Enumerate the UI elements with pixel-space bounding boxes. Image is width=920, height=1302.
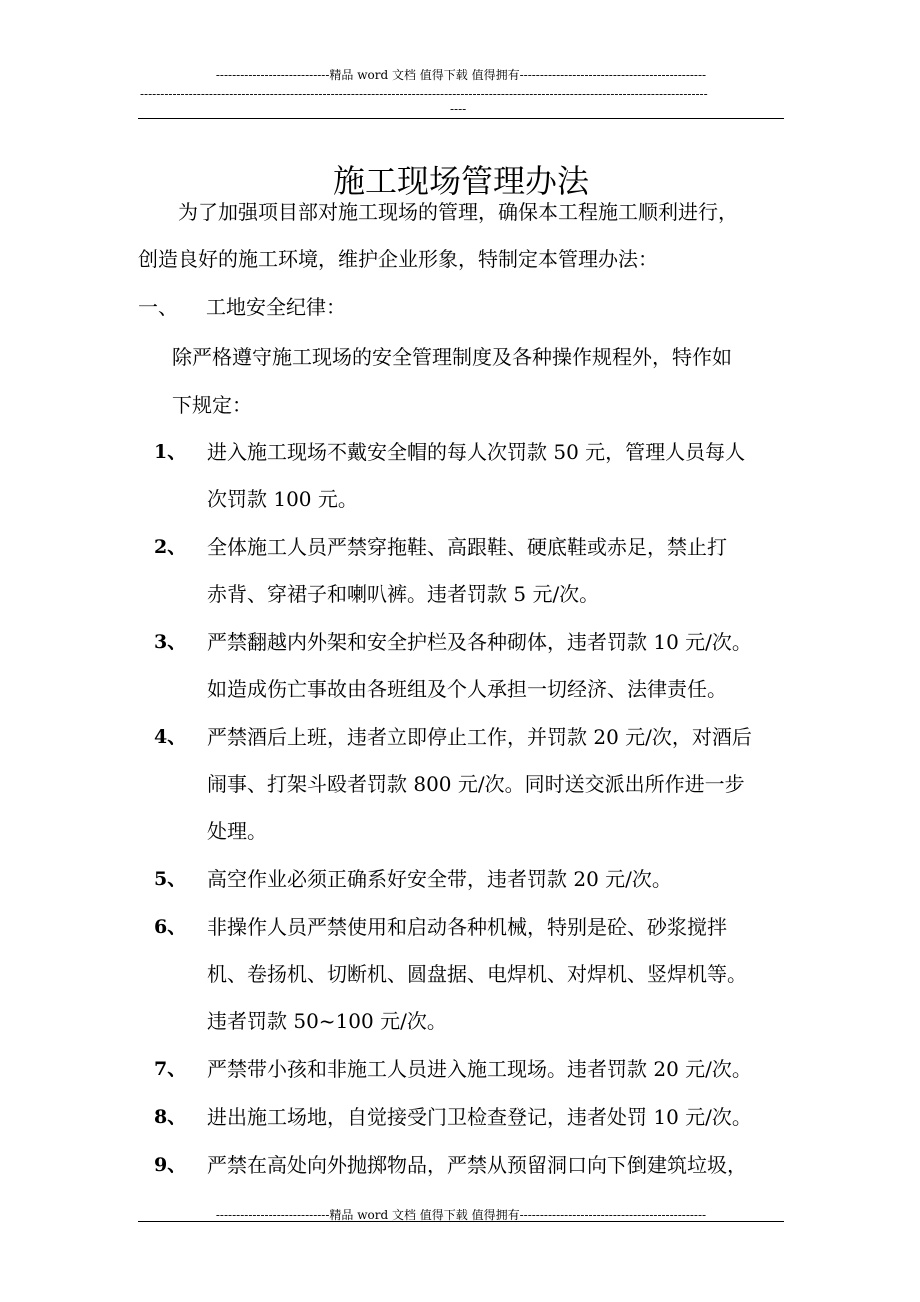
intro-line-2: 创造良好的施工环境，维护企业形象，特制定本管理办法： bbox=[138, 247, 658, 271]
rule-item-number: 3、 bbox=[154, 631, 187, 653]
rule-item-text: 高空作业必须正确系好安全带，违者罚款 20 元/次。 bbox=[207, 867, 672, 891]
footer-watermark: ----------------------------精品 word 文档 值得下载 值得拥有---------------------------------------------- bbox=[215, 1208, 707, 1222]
header-rule bbox=[138, 118, 784, 119]
rule-item-number: 5、 bbox=[154, 868, 187, 890]
rule-item-number: 7、 bbox=[154, 1058, 187, 1080]
header-dash-line: -------------------------------------------------------------------------------------------------------------------------------------------- bbox=[140, 87, 708, 101]
rule-item-text: 进出施工场地，自觉接受门卫检查登记，违者处罚 10 元/次。 bbox=[207, 1105, 752, 1129]
intro-line-1: 为了加强项目部对施工现场的管理，确保本工程施工顺利进行， bbox=[178, 200, 738, 224]
rule-item-text: 赤背、穿裙子和喇叭裤。违者罚款 5 元/次。 bbox=[207, 582, 600, 606]
section-title: 工地安全纪律： bbox=[206, 295, 346, 319]
document-title: 施工现场管理办法 bbox=[332, 162, 589, 201]
rule-item-number: 9、 bbox=[154, 1154, 187, 1176]
header-dash-tail: ---- bbox=[450, 102, 467, 116]
rule-item-text: 如造成伤亡事故由各班组及个人承担一切经济、法律责任。 bbox=[207, 677, 727, 701]
rule-item-text: 严禁酒后上班，违者立即停止工作，并罚款 20 元/次，对酒后 bbox=[207, 725, 752, 749]
rule-item-text: 严禁在高处向外抛掷物品，严禁从预留洞口向下倒建筑垃圾， bbox=[207, 1153, 747, 1177]
rule-item-text: 严禁翻越内外架和安全护栏及各种砌体，违者罚款 10 元/次。 bbox=[207, 630, 752, 654]
rule-item-number: 4、 bbox=[154, 726, 187, 748]
rule-item-number: 6、 bbox=[154, 916, 187, 938]
section-lead-line-2: 下规定： bbox=[172, 393, 252, 417]
section-number: 一、 bbox=[138, 295, 178, 319]
rule-item-number: 1、 bbox=[154, 441, 187, 463]
footer-rule bbox=[138, 1221, 784, 1222]
rule-item-text: 严禁带小孩和非施工人员进入施工现场。违者罚款 20 元/次。 bbox=[207, 1057, 752, 1081]
rule-item-text: 全体施工人员严禁穿拖鞋、高跟鞋、硬底鞋或赤足，禁止打 bbox=[207, 535, 727, 559]
rule-item-text: 机、卷扬机、切断机、圆盘据、电焊机、对焊机、竖焊机等。 bbox=[207, 962, 747, 986]
rule-item-text: 非操作人员严禁使用和启动各种机械，特别是砼、砂浆搅拌 bbox=[207, 915, 727, 939]
rule-item-number: 8、 bbox=[154, 1106, 187, 1128]
rule-item-text: 处理。 bbox=[207, 819, 267, 843]
rule-item-number: 2、 bbox=[154, 536, 187, 558]
rule-item-text: 违者罚款 50~100 元/次。 bbox=[207, 1009, 447, 1033]
section-lead-line-1: 除严格遵守施工现场的安全管理制度及各种操作规程外，特作如 bbox=[172, 345, 732, 369]
header-watermark: ----------------------------精品 word 文档 值得下载 值得拥有---------------------------------------------- bbox=[215, 68, 707, 82]
rule-item-text: 次罚款 100 元。 bbox=[207, 487, 358, 511]
rule-item-text: 进入施工现场不戴安全帽的每人次罚款 50 元，管理人员每人 bbox=[207, 440, 746, 464]
rule-item-text: 闹事、打架斗殴者罚款 800 元/次。同时送交派出所作进一步 bbox=[207, 772, 745, 796]
